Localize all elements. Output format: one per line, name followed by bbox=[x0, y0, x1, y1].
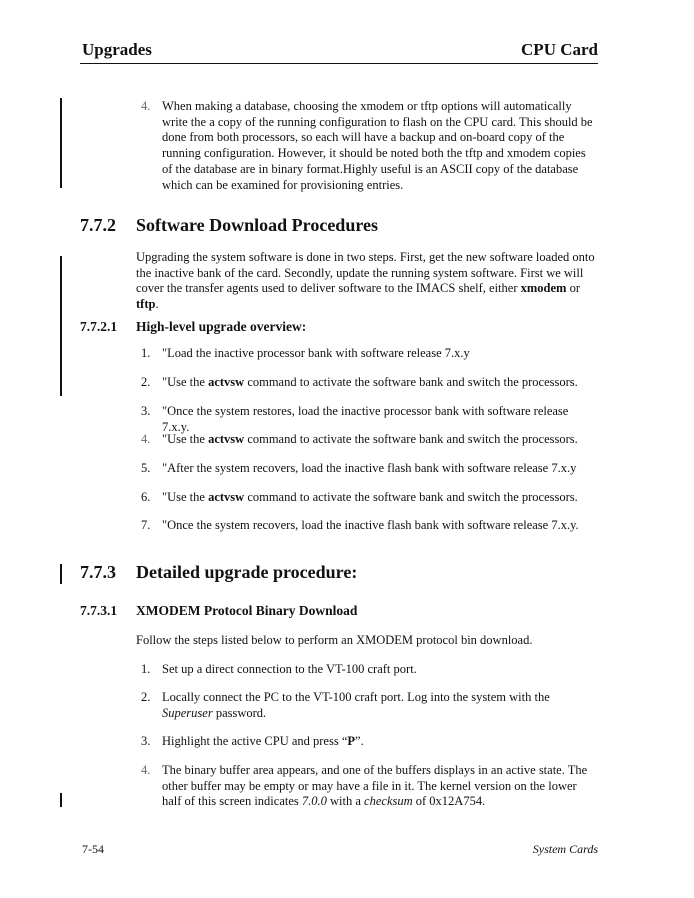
list-item bbox=[136, 490, 598, 506]
list-item bbox=[136, 690, 598, 721]
section-title: Detailed upgrade procedure: bbox=[136, 562, 358, 582]
list-number: 6. bbox=[141, 490, 151, 504]
header-left-title: Upgrades bbox=[82, 40, 152, 59]
term-superuser: Superuser bbox=[162, 705, 213, 720]
command-actvsw: actvsw bbox=[208, 375, 245, 389]
section-heading-7-7-3 bbox=[80, 562, 357, 583]
list-number: 2. bbox=[141, 375, 151, 389]
list-number: 3. bbox=[141, 404, 151, 418]
term-xmodem: xmodem bbox=[520, 281, 567, 296]
list-number: 3. bbox=[141, 734, 151, 748]
term-tftp: tftp bbox=[136, 297, 156, 312]
list-number: 4. bbox=[141, 99, 151, 113]
list-number: 2. bbox=[141, 690, 151, 704]
section-number: 7.7.2 bbox=[80, 215, 116, 235]
list-text: Locally connect the PC to the VT-100 craft port. Log into the system with the Superuser password. bbox=[162, 690, 550, 720]
subsection-title: XMODEM Protocol Binary Download bbox=[136, 603, 358, 618]
paragraph-text: . bbox=[155, 297, 159, 312]
paragraph bbox=[136, 250, 598, 313]
section-heading-7-7-2 bbox=[80, 215, 378, 236]
list-text: Set up a direct connection to the VT-100 craft port. bbox=[162, 662, 417, 676]
list-text: The binary buffer area appears, and one of the buffers displays in an active state. The other buffer may be empty or may have a file in it. The kernel version on the lower half of this screen indicates 7.0.0 with a checksum of 0x12A754. bbox=[162, 763, 588, 809]
list-text: "Load the inactive processor bank with software release 7.x.y bbox=[162, 346, 470, 360]
list-item bbox=[136, 734, 598, 750]
change-bar bbox=[60, 793, 62, 807]
footer-chapter-title: System Cards bbox=[532, 842, 598, 856]
section-title: Software Download Procedures bbox=[136, 215, 378, 235]
list-text: "Use the actvsw command to activate the software bank and switch the processors. bbox=[162, 432, 578, 446]
subsection-number: 7.7.3.1 bbox=[80, 603, 118, 618]
page-number: 7-54 bbox=[82, 842, 104, 856]
list-item bbox=[136, 461, 598, 477]
subsection-title: High-level upgrade overview: bbox=[136, 319, 307, 334]
subsection-heading-7-7-2-1 bbox=[80, 319, 306, 335]
list-text: Highlight the active CPU and press “P”. bbox=[162, 734, 364, 748]
paragraph: Follow the steps listed below to perform an XMODEM protocol bin download. bbox=[136, 633, 533, 647]
list-item bbox=[136, 662, 598, 678]
header-rule bbox=[80, 63, 598, 64]
key-p: P bbox=[347, 734, 356, 748]
list-text: When making a database, choosing the xmodem or tftp options will automatically write the a copy of the running configuration to flash on the CPU card. This should be done from both processors, so each will have a backup and on-board copy of the running configuration. However, it should be noted both the tftp and xmodem copies of the database are in binary format.Highly useful is an ASCII copy of the database which can be examined for provisioning entries. bbox=[162, 99, 593, 192]
section-number: 7.7.3 bbox=[80, 562, 116, 582]
command-actvsw: actvsw bbox=[208, 432, 245, 446]
change-bar bbox=[60, 98, 62, 188]
list-item bbox=[136, 99, 598, 193]
list-number: 1. bbox=[141, 662, 151, 676]
change-bar bbox=[60, 256, 62, 396]
list-number: 7. bbox=[141, 518, 151, 532]
version-value: 7.0.0 bbox=[301, 794, 327, 809]
list-item bbox=[136, 432, 598, 448]
list-number: 4. bbox=[141, 763, 151, 777]
subsection-heading-7-7-3-1 bbox=[80, 603, 357, 619]
list-text: "After the system recovers, load the inactive flash bank with software release 7.x.y bbox=[162, 461, 577, 475]
list-number: 4. bbox=[141, 432, 151, 446]
paragraph-text: or bbox=[566, 281, 580, 296]
command-actvsw: actvsw bbox=[208, 490, 245, 504]
list-item bbox=[136, 375, 598, 391]
term-checksum: checksum bbox=[364, 794, 413, 809]
list-text: "Once the system recovers, load the inactive flash bank with software release 7.x.y. bbox=[162, 518, 579, 532]
list-item bbox=[136, 404, 598, 435]
list-item bbox=[136, 346, 598, 362]
list-text: "Use the actvsw command to activate the software bank and switch the processors. bbox=[162, 375, 578, 389]
list-number: 5. bbox=[141, 461, 151, 475]
list-number: 1. bbox=[141, 346, 151, 360]
change-bar bbox=[60, 564, 62, 584]
list-item bbox=[136, 518, 598, 534]
list-text: "Use the actvsw command to activate the software bank and switch the processors. bbox=[162, 490, 578, 504]
list-item bbox=[136, 763, 598, 810]
paragraph-text: Upgrading the system software is done in two steps. First, get the new software loaded onto the inactive bank of the card. Secondly, update the running system software. First we will cover the transfer agents used to deliver software to the IMACS shelf, either bbox=[136, 250, 595, 296]
subsection-number: 7.7.2.1 bbox=[80, 319, 118, 334]
header-right-title: CPU Card bbox=[521, 40, 598, 59]
list-text: "Once the system restores, load the inactive processor bank with software release 7.x.y. bbox=[162, 404, 569, 434]
